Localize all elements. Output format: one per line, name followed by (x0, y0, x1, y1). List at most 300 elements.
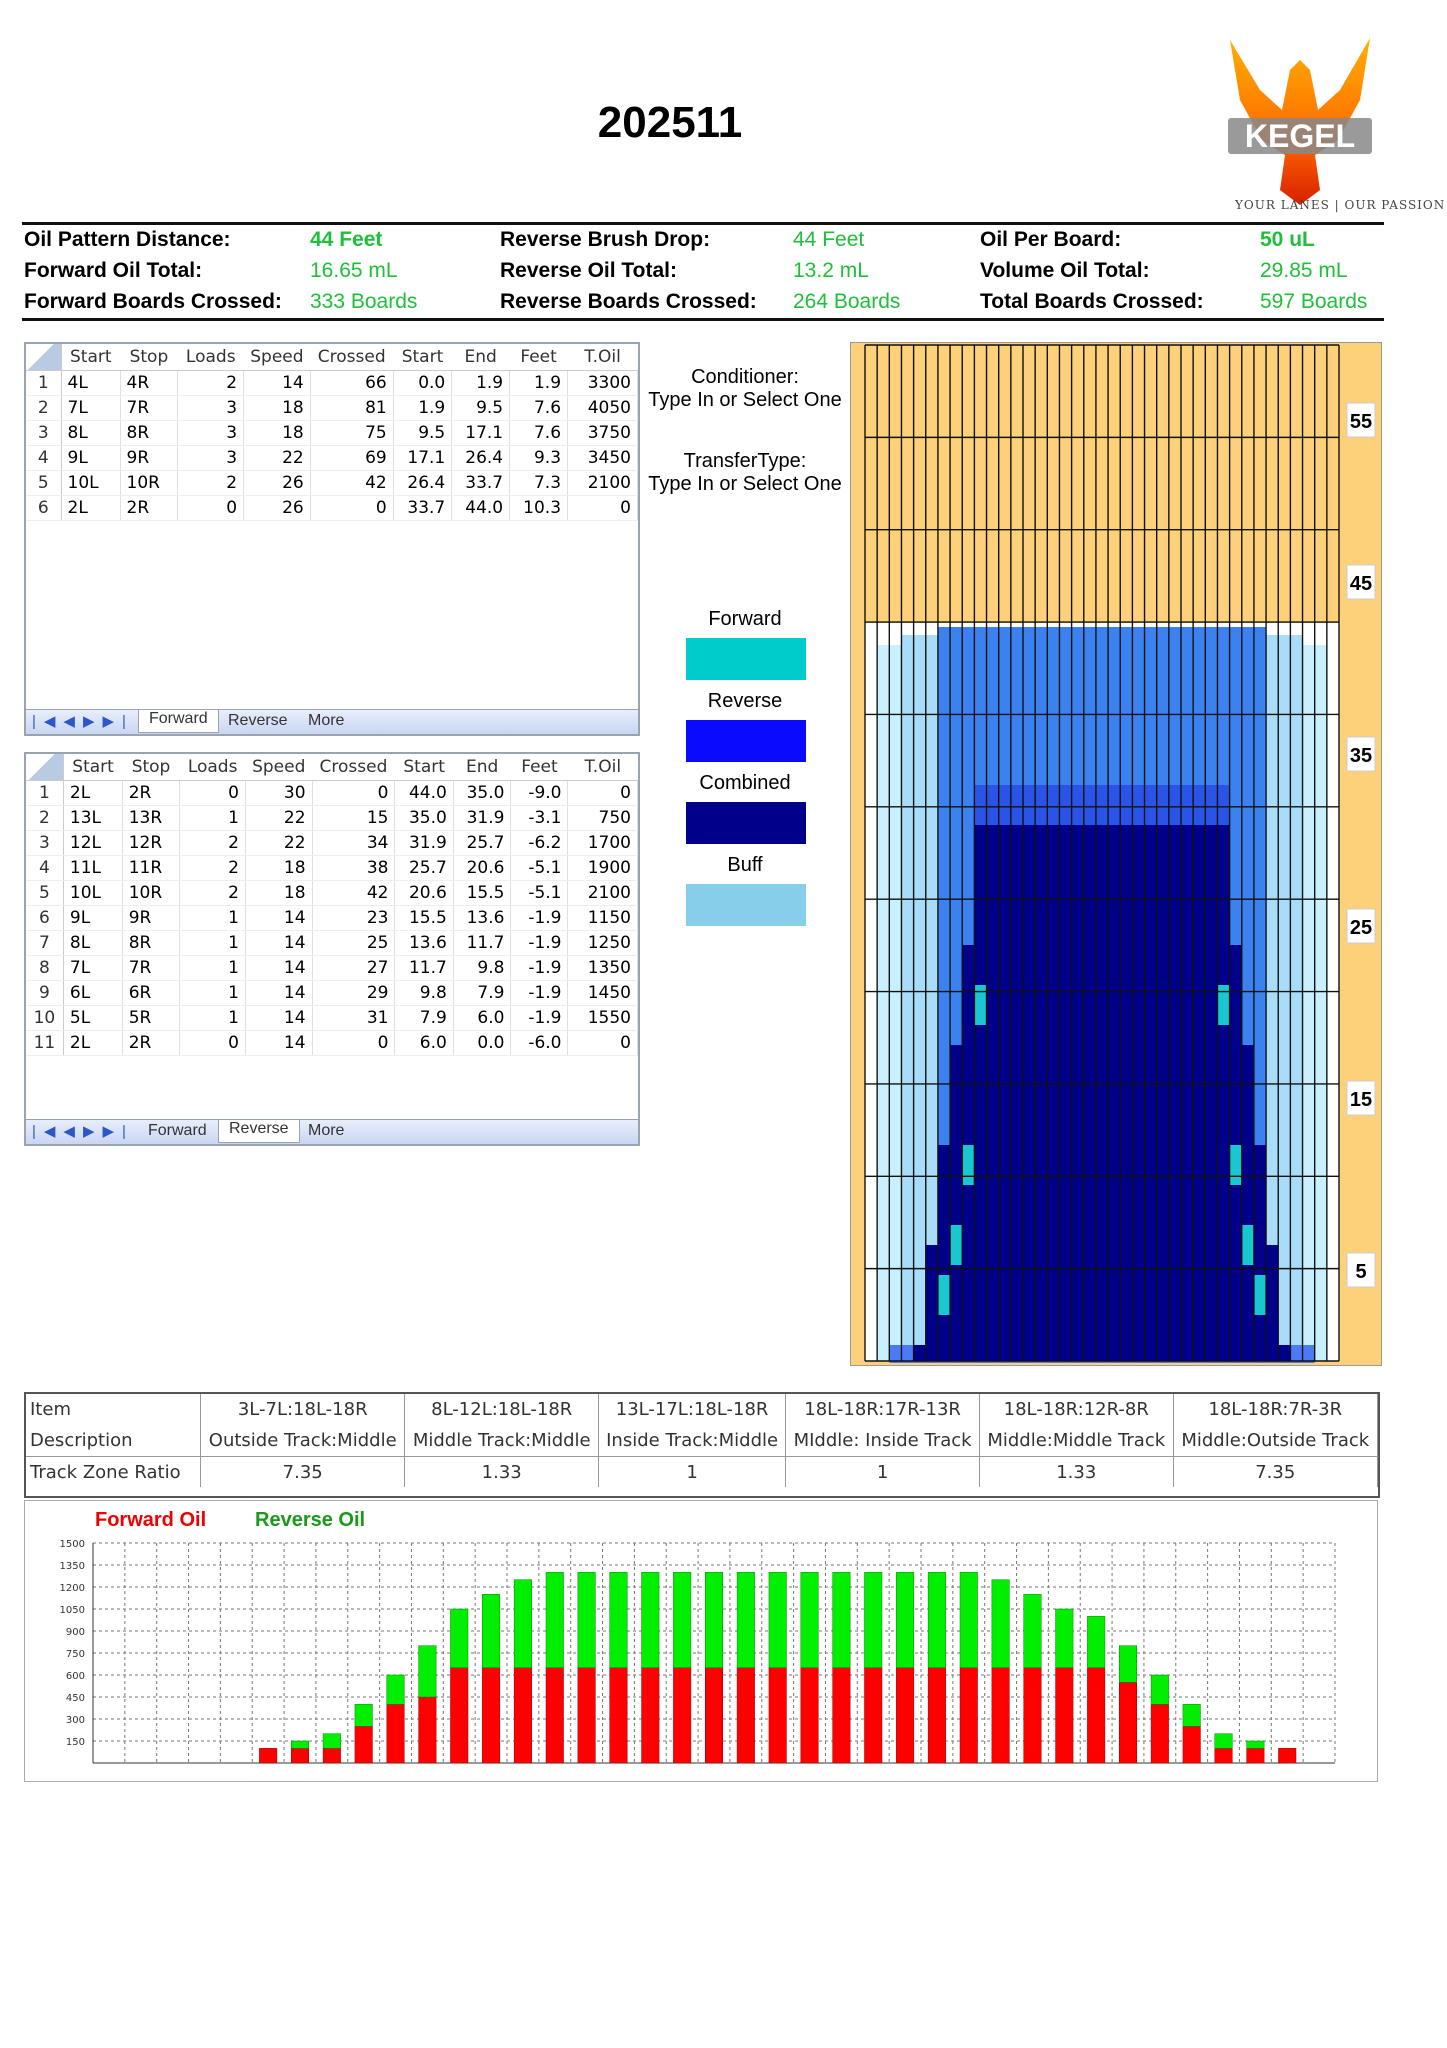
table-cell[interactable]: 2 (178, 371, 244, 396)
table-cell[interactable]: 0 (312, 781, 395, 806)
table-cell[interactable]: 1350 (568, 956, 638, 981)
table-cell[interactable]: 12L (63, 831, 122, 856)
lane-cell (999, 825, 1011, 1361)
lane-cell (1278, 635, 1290, 1361)
table-cell[interactable]: 2 (180, 856, 246, 881)
table-cell[interactable]: 8 (26, 956, 63, 981)
table-cell[interactable]: 7.6 (510, 421, 568, 446)
forward-oil-bar (642, 1668, 660, 1763)
lane-cell (1059, 825, 1071, 1361)
forward-oil-bar (833, 1668, 851, 1763)
table-cell[interactable]: 1 (26, 371, 61, 396)
table-cell[interactable]: 750 (568, 806, 638, 831)
table-cell[interactable]: 14 (245, 956, 312, 981)
table-cell[interactable]: 1250 (568, 931, 638, 956)
lane-cell (1072, 825, 1084, 1361)
table-cell[interactable]: 0 (180, 781, 246, 806)
table-row[interactable] (26, 781, 638, 806)
table-cell[interactable]: -6.0 (511, 1031, 568, 1056)
table-cell[interactable]: 3 (26, 831, 63, 856)
table-cell[interactable]: -1.9 (511, 906, 568, 931)
lane-cell (1169, 825, 1181, 1361)
summary-label: Reverse Oil Total: (500, 259, 678, 282)
table-row[interactable] (26, 371, 638, 396)
reverse-oil-bar (801, 1572, 819, 1667)
reverse-sheet-tabs (26, 1119, 638, 1144)
select-all-corner[interactable] (26, 344, 61, 371)
table-cell[interactable]: 23 (312, 906, 395, 931)
table-cell[interactable]: 14 (245, 906, 312, 931)
tab-more[interactable]: More (308, 1122, 345, 1139)
table-cell[interactable]: 2 (180, 831, 246, 856)
lane-cell (1108, 825, 1120, 1361)
table-row[interactable] (26, 831, 638, 856)
reverse-oil-bar (864, 1572, 882, 1667)
table-cell[interactable]: 0 (312, 1031, 395, 1056)
tab-more[interactable]: More (308, 712, 345, 729)
table-cell[interactable]: 1 (180, 956, 246, 981)
table-cell[interactable]: 31.9 (453, 806, 511, 831)
forward-oil-bar (355, 1726, 373, 1763)
forward-oil-bar (1151, 1704, 1169, 1763)
forward-edge-cell (1254, 1275, 1266, 1315)
table-cell[interactable]: 9.8 (395, 981, 453, 1006)
lane-cell (1278, 1345, 1290, 1361)
table-cell[interactable]: 5L (63, 1006, 122, 1031)
oil-distribution-chart (24, 1500, 1378, 1782)
table-cell[interactable]: 1 (26, 781, 63, 806)
table-cell[interactable]: 3 (178, 421, 244, 446)
table-cell[interactable]: 38 (312, 856, 395, 881)
table-cell[interactable]: 2 (26, 396, 61, 421)
table-cell[interactable]: 7R (120, 396, 178, 421)
table-cell[interactable]: 1 (180, 931, 246, 956)
table-cell[interactable]: -3.1 (511, 806, 568, 831)
table-cell[interactable]: 0 (568, 1031, 638, 1056)
forward-steps-table[interactable] (24, 342, 640, 736)
forward-edge-cell (962, 1145, 974, 1185)
table-cell[interactable]: 69 (310, 446, 393, 471)
table-cell[interactable]: 3 (178, 446, 244, 471)
table-cell[interactable]: 35.0 (395, 806, 453, 831)
table-cell[interactable]: 25.7 (395, 856, 453, 881)
table-cell[interactable]: 4050 (568, 396, 638, 421)
zone-ratio: 7.35 (1173, 1457, 1377, 1488)
table-cell[interactable]: 2L (63, 781, 122, 806)
table-cell[interactable]: -6.2 (511, 831, 568, 856)
table-cell[interactable]: 35.0 (453, 781, 511, 806)
table-cell[interactable]: 1900 (568, 856, 638, 881)
table-cell[interactable]: 6L (63, 981, 122, 1006)
table-cell[interactable]: 2R (120, 496, 178, 521)
table-cell[interactable]: 25.7 (453, 831, 511, 856)
table-cell[interactable]: 34 (312, 831, 395, 856)
forward-edge-cell (938, 1275, 950, 1315)
table-cell[interactable]: 5 (26, 471, 61, 496)
table-cell[interactable]: 9 (26, 981, 63, 1006)
table-cell[interactable]: 13.6 (453, 906, 511, 931)
table-cell[interactable]: 0.0 (453, 1031, 511, 1056)
table-cell[interactable]: 7L (63, 956, 122, 981)
forward-oil-bar (578, 1668, 596, 1763)
table-cell[interactable]: 27 (312, 956, 395, 981)
table-cell[interactable]: -5.1 (511, 856, 568, 881)
table-cell[interactable]: 9.5 (393, 421, 452, 446)
table-cell[interactable]: 26.4 (452, 446, 510, 471)
table-cell[interactable]: 7R (122, 956, 180, 981)
legend-combined-swatch (686, 802, 806, 844)
table-cell[interactable]: 1.9 (393, 396, 452, 421)
table-cell[interactable]: -5.1 (511, 881, 568, 906)
table-cell[interactable]: 14 (245, 1006, 312, 1031)
table-cell[interactable]: 15 (312, 806, 395, 831)
table-cell[interactable]: 1.9 (510, 371, 568, 396)
lane-oil-graphic (850, 342, 1382, 1366)
table-cell[interactable]: 1450 (568, 981, 638, 1006)
table-cell[interactable]: 9R (120, 446, 178, 471)
lane-cell (1205, 825, 1217, 1361)
forward-oil-bar (450, 1668, 468, 1763)
column-header[interactable]: End (452, 344, 510, 371)
table-cell[interactable]: 2L (63, 1031, 122, 1056)
tab-forward[interactable]: Forward (148, 1122, 207, 1139)
table-cell[interactable]: 9.5 (452, 396, 510, 421)
table-cell[interactable]: 8R (120, 421, 178, 446)
column-header[interactable]: Crossed (312, 754, 395, 781)
table-cell[interactable]: 33.7 (452, 471, 510, 496)
table-cell[interactable]: 0 (180, 1031, 246, 1056)
table-row[interactable] (26, 931, 638, 956)
tab-reverse[interactable]: Reverse (228, 712, 288, 729)
column-header[interactable]: Stop (122, 754, 180, 781)
table-cell[interactable]: 2R (122, 1031, 180, 1056)
table-cell[interactable]: 10L (61, 471, 120, 496)
lane-cell (1290, 635, 1302, 1361)
column-header[interactable]: Start (61, 344, 120, 371)
table-cell[interactable]: -1.9 (511, 931, 568, 956)
table-cell[interactable]: 13R (122, 806, 180, 831)
table-cell[interactable]: 4R (120, 371, 178, 396)
table-cell[interactable]: 10 (26, 1006, 63, 1031)
table-cell[interactable]: 31.9 (395, 831, 453, 856)
table-cell[interactable]: 10R (122, 881, 180, 906)
table-cell[interactable]: 7 (26, 931, 63, 956)
lane-cell (914, 635, 926, 1361)
table-cell[interactable]: 2 (180, 881, 246, 906)
table-cell[interactable]: 6 (26, 906, 63, 931)
forward-oil-bar (291, 1748, 309, 1763)
y-tick-label: 450 (65, 1693, 85, 1704)
tab-reverse[interactable]: Reverse (218, 1120, 300, 1143)
table-cell[interactable]: 2 (26, 806, 63, 831)
table-cell[interactable]: 10.3 (510, 496, 568, 521)
lane-cell (1023, 825, 1035, 1361)
reverse-oil-bar (737, 1572, 755, 1667)
forward-oil-bar (1056, 1668, 1074, 1763)
table-cell[interactable]: 1 (180, 806, 246, 831)
table-cell[interactable]: 22 (244, 446, 311, 471)
table-cell[interactable]: 4L (61, 371, 120, 396)
table-cell[interactable]: 0 (310, 496, 393, 521)
forward-oil-bar (1024, 1668, 1042, 1763)
table-cell[interactable]: 1 (180, 906, 246, 931)
table-cell[interactable]: -9.0 (511, 781, 568, 806)
forward-edge-cell (950, 1225, 962, 1265)
table-cell[interactable]: 31 (312, 1006, 395, 1031)
table-cell[interactable]: -1.9 (511, 956, 568, 981)
table-cell[interactable]: 66 (310, 371, 393, 396)
select-all-corner[interactable] (26, 754, 63, 781)
table-cell[interactable]: 3750 (568, 421, 638, 446)
table-cell[interactable]: 2100 (568, 471, 638, 496)
table-cell[interactable]: 18 (244, 421, 311, 446)
table-row[interactable] (26, 471, 638, 496)
lane-cell (1193, 825, 1205, 1361)
table-cell[interactable]: 26 (244, 471, 311, 496)
reverse-oil-bar (705, 1572, 723, 1667)
table-cell[interactable]: 18 (245, 856, 312, 881)
forward-oil-bar (673, 1668, 691, 1763)
column-header[interactable]: Speed (245, 754, 312, 781)
table-cell[interactable]: 11L (63, 856, 122, 881)
table-cell[interactable]: 18 (245, 881, 312, 906)
table-cell[interactable]: 14 (245, 981, 312, 1006)
summary-value: 264 Boards (793, 290, 901, 313)
table-row[interactable] (26, 421, 638, 446)
table-cell[interactable]: -1.9 (511, 1006, 568, 1031)
summary-value: 44 Feet (793, 228, 865, 251)
forward-oil-bar (896, 1668, 914, 1763)
summary-value: 16.65 mL (310, 259, 398, 282)
transfer-select[interactable]: Type In or Select One (648, 473, 842, 495)
table-row[interactable] (26, 856, 638, 881)
lane-cell (1266, 1245, 1278, 1361)
reverse-oil-bar (1119, 1646, 1137, 1683)
table-cell[interactable]: 11.7 (395, 956, 453, 981)
table-cell[interactable]: 14 (245, 1031, 312, 1056)
table-row[interactable] (26, 1031, 638, 1056)
table-cell[interactable]: 26 (244, 496, 311, 521)
table-cell[interactable]: 5 (26, 881, 63, 906)
table-row[interactable] (26, 1006, 638, 1031)
column-header[interactable]: Feet (511, 754, 568, 781)
forward-sheet-tabs (26, 709, 638, 734)
lane-cell (914, 1345, 926, 1361)
table-cell[interactable]: 3450 (568, 446, 638, 471)
summary-label: Reverse Boards Crossed: (500, 290, 757, 313)
table-cell[interactable]: 8L (61, 421, 120, 446)
reverse-oil-bar (291, 1741, 309, 1748)
reverse-oil-bar (896, 1572, 914, 1667)
table-cell[interactable]: 6.0 (395, 1031, 453, 1056)
reverse-oil-bar (673, 1572, 691, 1667)
table-row[interactable] (26, 981, 638, 1006)
table-cell[interactable]: 0 (568, 496, 638, 521)
table-cell[interactable]: 7L (61, 396, 120, 421)
column-header[interactable]: Start (63, 754, 122, 781)
column-header[interactable]: T.Oil (568, 344, 638, 371)
distance-marker: 5 (1355, 1261, 1367, 1283)
reverse-oil-bar (323, 1734, 341, 1749)
table-cell[interactable]: 1150 (568, 906, 638, 931)
column-header[interactable]: Crossed (310, 344, 393, 371)
table-cell[interactable]: 2L (61, 496, 120, 521)
column-header[interactable]: Start (393, 344, 452, 371)
table-cell[interactable]: 11R (122, 856, 180, 881)
table-cell[interactable]: 26.4 (393, 471, 452, 496)
table-cell[interactable]: 3 (178, 396, 244, 421)
table-cell[interactable]: 2 (178, 471, 244, 496)
table-row[interactable] (26, 956, 638, 981)
table-cell[interactable]: 13L (63, 806, 122, 831)
table-cell[interactable]: 7.6 (510, 396, 568, 421)
column-header[interactable]: Loads (180, 754, 246, 781)
table-cell[interactable]: 2R (122, 781, 180, 806)
reverse-oil-bar (419, 1646, 437, 1697)
column-header[interactable]: Speed (244, 344, 311, 371)
table-cell[interactable]: 11.7 (453, 931, 511, 956)
page-title: 202511 (597, 98, 743, 147)
y-tick-label: 1050 (59, 1605, 85, 1616)
reverse-oil-bar (610, 1572, 628, 1667)
table-cell[interactable]: 9L (61, 446, 120, 471)
table-cell[interactable]: 81 (310, 396, 393, 421)
table-cell[interactable]: 25 (312, 931, 395, 956)
table-cell[interactable]: 14 (245, 931, 312, 956)
table-cell[interactable]: 17.1 (393, 446, 452, 471)
table-cell[interactable]: 42 (310, 471, 393, 496)
table-cell[interactable]: -1.9 (511, 981, 568, 1006)
table-cell[interactable]: 44.0 (452, 496, 510, 521)
table-cell[interactable]: 7.3 (510, 471, 568, 496)
table-cell[interactable]: 9L (63, 906, 122, 931)
lane-cell (926, 1245, 938, 1361)
table-cell[interactable]: 0 (568, 781, 638, 806)
table-cell[interactable]: 10R (120, 471, 178, 496)
column-header[interactable]: Stop (120, 344, 178, 371)
table-cell[interactable]: 9.3 (510, 446, 568, 471)
table-cell[interactable]: 8R (122, 931, 180, 956)
table-row[interactable] (26, 806, 638, 831)
table-cell[interactable]: 14 (244, 371, 311, 396)
table-cell[interactable]: 20.6 (453, 856, 511, 881)
table-cell[interactable]: 18 (244, 396, 311, 421)
reverse-oil-bar (833, 1572, 851, 1667)
table-cell[interactable]: 7.9 (453, 981, 511, 1006)
zone-ratio: 7.35 (201, 1457, 405, 1488)
table-cell[interactable]: 17.1 (452, 421, 510, 446)
table-cell[interactable]: 44.0 (395, 781, 453, 806)
table-cell[interactable]: 13.6 (395, 931, 453, 956)
table-cell[interactable]: 33.7 (393, 496, 452, 521)
table-cell[interactable]: 1550 (568, 1006, 638, 1031)
table-cell[interactable]: 1700 (568, 831, 638, 856)
table-cell[interactable]: 30 (245, 781, 312, 806)
table-cell[interactable]: 1 (180, 1006, 246, 1031)
table-row[interactable] (26, 496, 638, 521)
reverse-steps-table[interactable] (24, 752, 640, 1146)
lane-cell (938, 1145, 950, 1361)
reverse-oil-bar (928, 1572, 946, 1667)
reverse-oil-bar (546, 1572, 564, 1667)
table-cell[interactable]: 3300 (568, 371, 638, 396)
forward-oil-bar (1119, 1682, 1137, 1763)
sheet-nav-icon[interactable]: |◀◀▶▶| (32, 1123, 134, 1140)
table-cell[interactable]: 5R (122, 1006, 180, 1031)
table-cell[interactable]: 6R (122, 981, 180, 1006)
table-cell[interactable]: 4 (26, 446, 61, 471)
forward-oil-bar (1278, 1748, 1296, 1763)
legend-forward-label: Forward (708, 608, 782, 630)
table-cell[interactable]: 0 (178, 496, 244, 521)
zone-ratio: 1.33 (405, 1457, 599, 1488)
table-cell[interactable]: 15.5 (453, 881, 511, 906)
table-cell[interactable]: 0.0 (393, 371, 452, 396)
table-row[interactable] (26, 446, 638, 471)
summary-label: Oil Pattern Distance: (24, 228, 231, 251)
table-cell[interactable]: 75 (310, 421, 393, 446)
column-header[interactable]: T.Oil (568, 754, 638, 781)
tab-forward[interactable]: Forward (138, 710, 219, 733)
table-cell[interactable]: 10L (63, 881, 122, 906)
column-header[interactable]: End (453, 754, 511, 781)
column-header[interactable]: Feet (510, 344, 568, 371)
table-cell[interactable]: 1.9 (452, 371, 510, 396)
table-cell[interactable]: 1 (180, 981, 246, 1006)
table-cell[interactable]: 22 (245, 806, 312, 831)
table-row[interactable] (26, 881, 638, 906)
conditioner-select[interactable]: Type In or Select One (648, 389, 842, 411)
forward-edge-cell (1242, 1225, 1254, 1265)
lane-cell (1047, 825, 1059, 1361)
column-header[interactable]: Loads (178, 344, 244, 371)
table-cell[interactable]: 6.0 (453, 1006, 511, 1031)
table-cell[interactable]: 2100 (568, 881, 638, 906)
table-cell[interactable]: 3 (26, 421, 61, 446)
table-cell[interactable]: 6 (26, 496, 61, 521)
lane-oil-map (851, 343, 1381, 1365)
table-cell[interactable]: 29 (312, 981, 395, 1006)
legend-forward-oil: Forward Oil (95, 1509, 207, 1531)
table-cell[interactable]: 7.9 (395, 1006, 453, 1031)
table-cell[interactable]: 22 (245, 831, 312, 856)
lane-cell (1217, 825, 1229, 1361)
reverse-oil-bar (450, 1609, 468, 1668)
column-header[interactable]: Start (395, 754, 453, 781)
zone-item: 3L-7L:18L-18R (201, 1394, 405, 1425)
table-row[interactable] (26, 396, 638, 421)
table-cell[interactable]: 42 (312, 881, 395, 906)
table-cell[interactable]: 20.6 (395, 881, 453, 906)
table-cell[interactable]: 15.5 (395, 906, 453, 931)
kegel-logo (1220, 30, 1380, 220)
sheet-nav-icon[interactable]: |◀◀▶▶| (32, 713, 134, 730)
table-row[interactable] (26, 906, 638, 931)
distance-marker: 25 (1349, 917, 1373, 939)
y-tick-label: 150 (65, 1737, 85, 1748)
table-cell[interactable]: 9.8 (453, 956, 511, 981)
table-cell[interactable]: 8L (63, 931, 122, 956)
table-cell[interactable]: 4 (26, 856, 63, 881)
summary-label: Total Boards Crossed: (980, 290, 1204, 313)
lane-cell (1254, 1145, 1266, 1361)
summary-label: Volume Oil Total: (980, 259, 1150, 282)
table-cell[interactable]: 12R (122, 831, 180, 856)
summary-label: Forward Boards Crossed: (24, 290, 282, 313)
table-cell[interactable]: 11 (26, 1031, 63, 1056)
reverse-oil-bar (1151, 1675, 1169, 1704)
table-cell[interactable]: 9R (122, 906, 180, 931)
